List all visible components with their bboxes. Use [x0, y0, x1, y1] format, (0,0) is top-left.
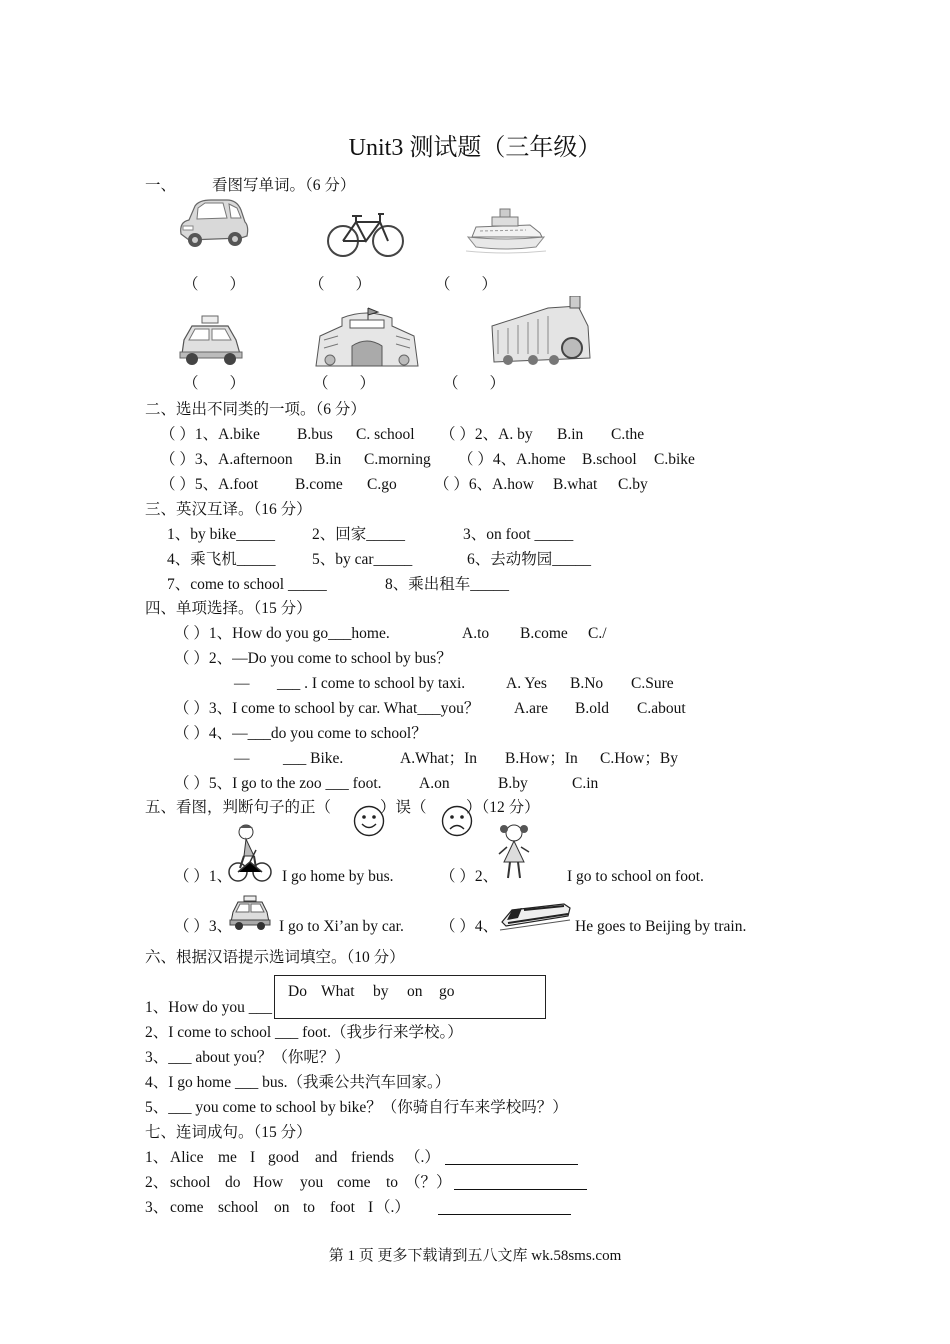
page-title: Unit3 测试题（三年级）: [348, 135, 602, 161]
translation-item: 7、come to school _____: [167, 576, 327, 593]
choice-item: B.in: [557, 426, 584, 443]
word-token: friends: [351, 1149, 395, 1166]
word-token: school: [170, 1174, 211, 1191]
section-5-heading-mid: ）误（: [380, 799, 427, 816]
taxi-picture: [176, 312, 246, 370]
translation-item: 1、by bike_____: [167, 526, 276, 543]
word-bank-word: on: [407, 983, 423, 1000]
choice-item: （ ）2、A. by: [440, 426, 533, 443]
question-number: （ ）2、: [440, 868, 499, 885]
word-token: to: [386, 1174, 399, 1191]
word-token: I: [250, 1149, 256, 1166]
word-token: to: [303, 1199, 316, 1216]
choice-item: （ ）6、A.how: [434, 476, 534, 493]
fill-blank-item: 2、I come to school ___ foot.（我步行来学校。）: [145, 1024, 463, 1041]
question-text: ___ Bike.: [283, 750, 344, 767]
answer-blank[interactable]: （ ）: [443, 375, 506, 392]
choice-item: （ ）4、A.home: [458, 451, 566, 468]
choice-item: （ ）3、A.afternoon: [160, 451, 293, 468]
option-b: B.No: [570, 675, 604, 692]
answer-line[interactable]: [445, 1148, 578, 1165]
answer-line[interactable]: [438, 1198, 571, 1215]
answer-blank[interactable]: （ ）: [183, 276, 246, 293]
word-token: come: [170, 1199, 204, 1216]
punctuation-hint: （？）: [405, 1174, 452, 1191]
option-a: A.on: [419, 775, 450, 792]
word-token: I: [368, 1199, 374, 1216]
word-token: school: [218, 1199, 259, 1216]
choice-item: B.school: [582, 451, 637, 468]
word-token: Alice: [170, 1149, 204, 1166]
option-b: B.come: [520, 625, 568, 642]
fill-blank-item: 5、___ you come to school by bike？（你骑自行车来学校吗？）: [145, 1099, 568, 1116]
option-c: C.How；By: [600, 750, 678, 767]
answer-blank[interactable]: （ ）: [313, 375, 376, 392]
section-4-heading: 四、单项选择。（15 分）: [145, 600, 312, 617]
section-1-number: 一、: [145, 177, 177, 194]
choice-item: （ ）5、A.foot: [160, 476, 259, 493]
car-picture: [175, 196, 250, 254]
word-token: good: [268, 1149, 299, 1166]
choice-item: C.the: [611, 426, 645, 443]
option-c: C.in: [572, 775, 599, 792]
punctuation-hint: （.）: [405, 1149, 440, 1166]
word-token: come: [337, 1174, 371, 1191]
fill-blank-item: 1、How do you ___: [145, 999, 273, 1016]
question-text: （ ）1、How do you go___home.: [174, 625, 390, 642]
answer-blank[interactable]: （ ）: [309, 276, 372, 293]
word-token: foot: [330, 1199, 355, 1216]
statement-text: He goes to Beijing by train.: [575, 918, 747, 935]
translation-item: 5、by car_____: [312, 551, 413, 568]
choice-item: B.in: [315, 451, 342, 468]
punctuation-hint: （.）: [375, 1199, 410, 1216]
sentence-number: 3、: [145, 1199, 169, 1216]
option-a: A.to: [462, 625, 490, 642]
question-text: （ ）5、I go to the zoo ___ foot.: [174, 775, 382, 792]
question-text: （ ）3、I come to school by car. What___you？: [174, 700, 480, 717]
option-b: B.How；In: [505, 750, 578, 767]
choice-item: C.morning: [364, 451, 431, 468]
section-7-heading: 七、连词成句。（15 分）: [145, 1124, 312, 1141]
fill-blank-item: 4、I go home ___ bus.（我乘公共汽车回家。）: [145, 1074, 451, 1091]
question-number: （ ）4、: [440, 918, 499, 935]
section-5-heading: 五、看图，判断句子的正（: [145, 799, 332, 816]
choice-item: （ ）1、A.bike: [160, 426, 260, 443]
choice-item: C.by: [618, 476, 648, 493]
translation-item: 8、乘出租车_____: [385, 576, 510, 593]
word-token: and: [315, 1149, 338, 1166]
translation-item: 6、去动物园_____: [467, 551, 592, 568]
dash: —: [234, 675, 250, 692]
section-2-heading: 二、选出不同类的一项。（6 分）: [145, 401, 366, 418]
sentence-number: 1、: [145, 1149, 169, 1166]
word-bank-word: by: [373, 983, 389, 1000]
answer-blank[interactable]: （ ）: [435, 276, 498, 293]
translation-item: 3、on foot _____: [463, 526, 574, 543]
ship-picture: [466, 203, 546, 255]
question-text: ___ . I come to school by taxi.: [277, 675, 466, 692]
fill-blank-item: 3、___ about you？（你呢？）: [145, 1049, 350, 1066]
option-b: B.by: [498, 775, 528, 792]
word-token: you: [300, 1174, 324, 1191]
choice-item: B.bus: [297, 426, 333, 443]
question-number: （ ）3、: [174, 918, 233, 935]
translation-item: 2、回家_____: [312, 526, 406, 543]
word-bank-word: go: [439, 983, 455, 1000]
option-c: C./: [588, 625, 607, 642]
option-a: A.are: [514, 700, 548, 717]
option-a: A. Yes: [506, 675, 547, 692]
statement-text: I go home by bus.: [282, 868, 394, 885]
school-picture: [312, 306, 422, 372]
choice-item: C.go: [367, 476, 397, 493]
page-footer: 第 1 页 更多下载请到五八文库 wk.58sms.com: [328, 1248, 622, 1264]
word-bank-word: Do: [288, 983, 307, 1000]
option-c: C.Sure: [631, 675, 674, 692]
choice-item: C. school: [356, 426, 415, 443]
high-speed-train-picture: [498, 896, 572, 934]
word-token: How: [253, 1174, 284, 1191]
girl-walking-picture: [495, 822, 533, 884]
answer-line[interactable]: [454, 1173, 587, 1190]
choice-item: B.what: [553, 476, 598, 493]
bike-picture: [326, 208, 406, 260]
section-5-heading-end: ）（12 分）: [466, 799, 540, 816]
dash: —: [234, 750, 250, 767]
question-number: （ ）1、: [174, 868, 233, 885]
section-6-heading: 六、根据汉语提示选词填空。（10 分）: [145, 949, 405, 966]
option-c: C.about: [637, 700, 686, 717]
choice-item: C.bike: [654, 451, 695, 468]
statement-text: I go to school on foot.: [567, 868, 704, 885]
train-picture: [488, 296, 596, 370]
boy-riding-bike-picture: [226, 822, 274, 884]
option-b: B.old: [575, 700, 610, 717]
taxi-picture: [228, 894, 272, 934]
word-token: do: [225, 1174, 241, 1191]
section-3-heading: 三、英汉互译。（16 分）: [145, 501, 312, 518]
sentence-number: 2、: [145, 1174, 169, 1191]
word-token: on: [274, 1199, 290, 1216]
word-bank-word: What: [321, 983, 355, 1000]
translation-item: 4、乘飞机_____: [167, 551, 276, 568]
question-text: （ ）4、—___do you come to school？: [174, 725, 427, 742]
option-a: A.What；In: [400, 750, 478, 767]
section-1-heading: 看图写单词。（6 分）: [212, 177, 356, 194]
answer-blank[interactable]: （ ）: [183, 375, 246, 392]
word-token: me: [218, 1149, 237, 1166]
question-text: （ ）2、—Do you come to school by bus？: [174, 650, 452, 667]
choice-item: B.come: [295, 476, 343, 493]
statement-text: I go to Xi’an by car.: [279, 918, 404, 935]
